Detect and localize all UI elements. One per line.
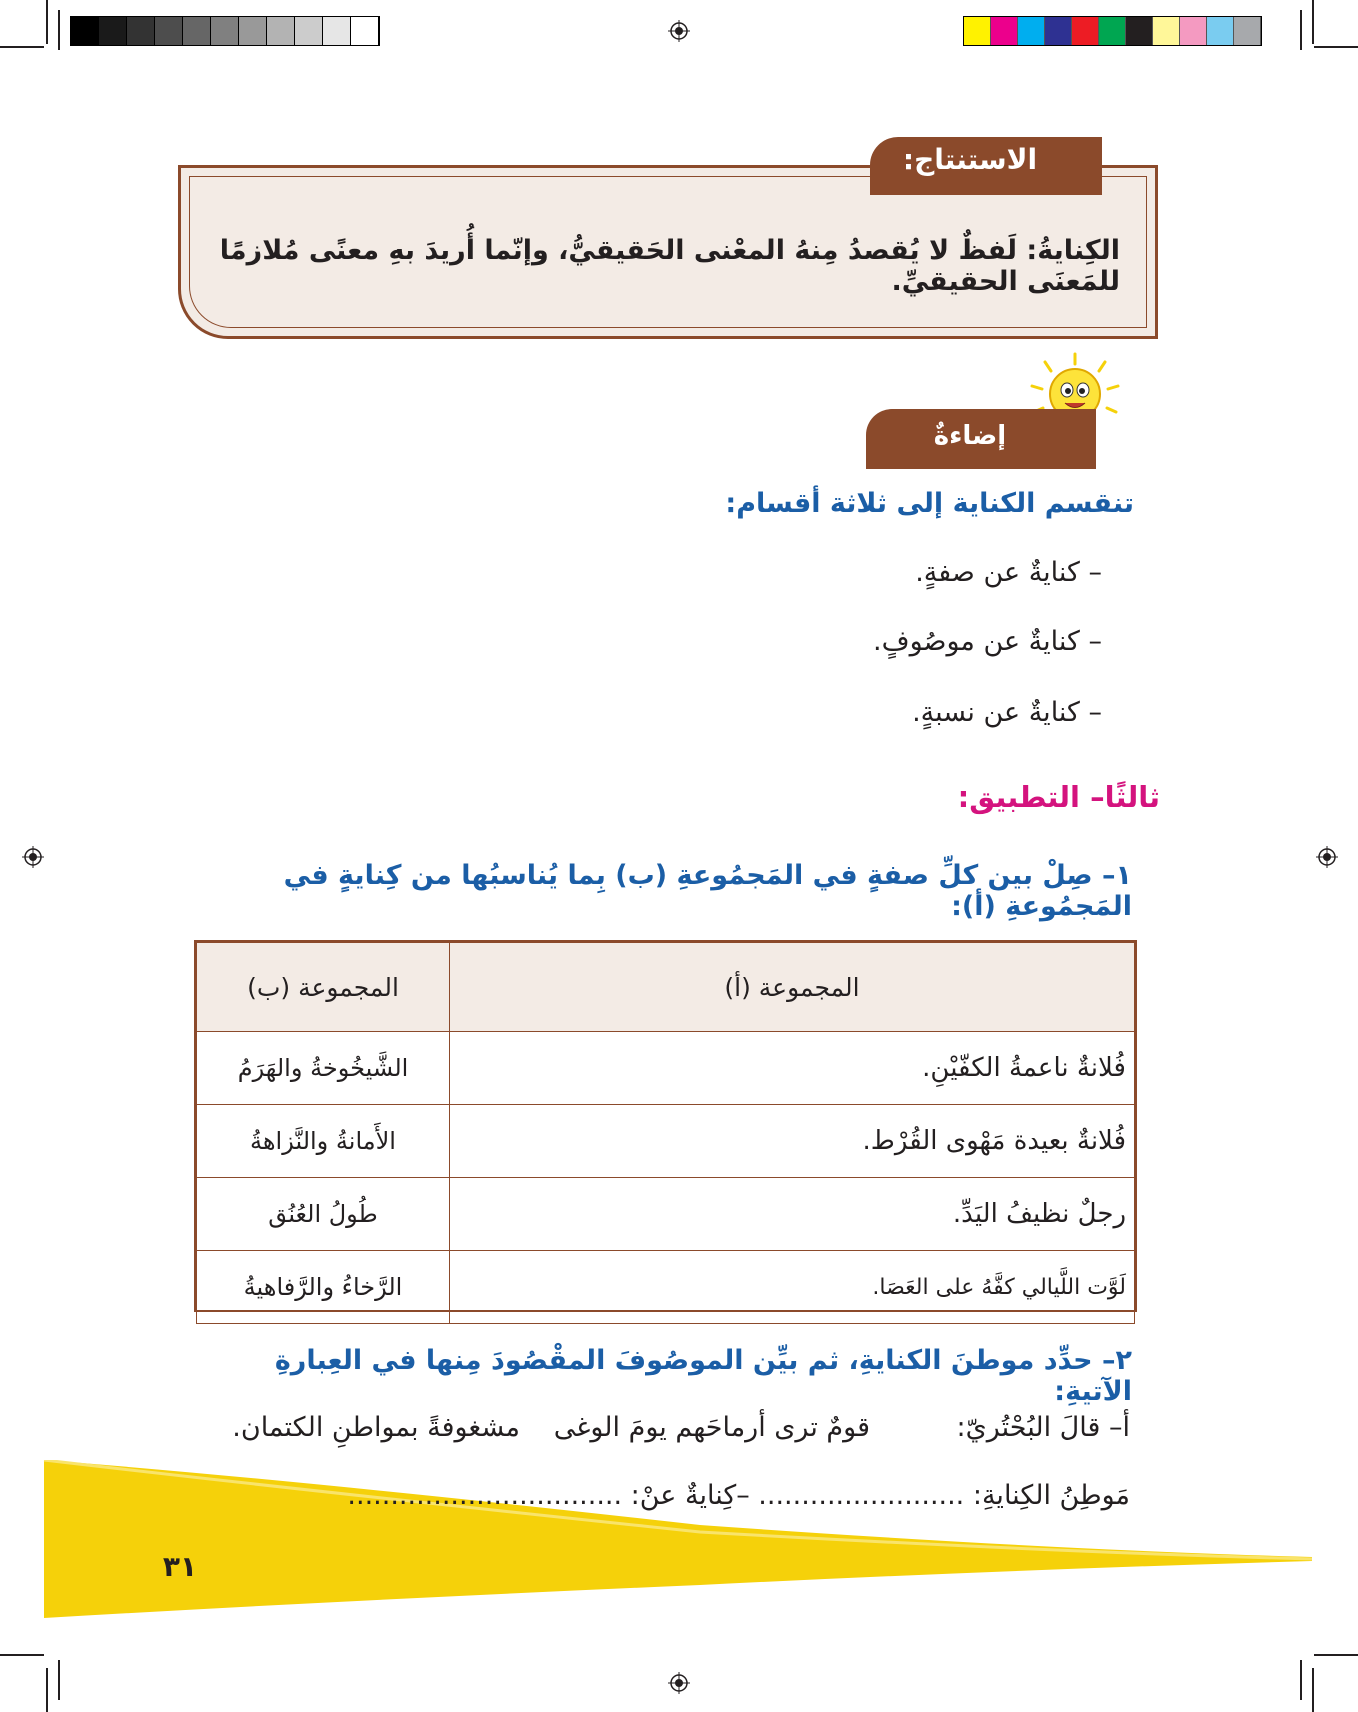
table-cell-b: الأَمانةُ والنَّزاهةُ bbox=[197, 1105, 450, 1178]
crop-mark bbox=[1314, 46, 1358, 48]
crop-mark bbox=[1300, 10, 1302, 50]
table-cell-b: طُولُ العُنُق bbox=[197, 1178, 450, 1251]
table-header-group-b: المجموعة (ب) bbox=[197, 943, 450, 1032]
registration-mark-icon bbox=[668, 1672, 690, 1694]
crop-mark bbox=[0, 1654, 44, 1656]
crop-mark bbox=[58, 10, 60, 50]
table-row bbox=[197, 1251, 1135, 1324]
table-cell-a: رجلٌ نظيفُ اليَدِّ. bbox=[450, 1178, 1135, 1251]
list-item: – كنايةٌ عن صفةٍ. bbox=[915, 557, 1102, 588]
crop-mark bbox=[1312, 0, 1314, 44]
registration-mark-icon bbox=[668, 20, 690, 42]
crop-mark bbox=[58, 1660, 60, 1700]
section-title: ثالثًا– التطبيق: bbox=[957, 780, 1160, 814]
illumination-intro: تنقسم الكناية إلى ثلاثة أقسام: bbox=[725, 488, 1134, 519]
grayscale-bar bbox=[70, 16, 380, 46]
table-row bbox=[197, 1178, 1135, 1251]
crop-mark bbox=[1312, 1668, 1314, 1712]
color-bar bbox=[963, 16, 1262, 46]
table-cell-a: فُلانةٌ بعيدة مَهْوى القُرْط. bbox=[450, 1105, 1135, 1178]
crop-mark bbox=[0, 46, 44, 48]
verse-label: أ– قالَ البُحْتُريّ: bbox=[956, 1412, 1130, 1443]
page-number: ٣١ bbox=[162, 1550, 198, 1583]
matching-table bbox=[194, 940, 1137, 1312]
registration-mark-icon bbox=[22, 846, 44, 868]
crop-mark bbox=[1300, 1660, 1302, 1700]
question-1: ١– صِلْ بين كلِّ صفةٍ في المَجمُوعةِ (ب) بِما يُناسبُها من كِنايةٍ في المَجمُوعةِ (أ): bbox=[283, 860, 1132, 922]
table-row bbox=[197, 1105, 1135, 1178]
verse-second-hemistich: مشغوفةً بمواطنِ الكتمان. bbox=[232, 1412, 520, 1443]
verse-first-hemistich: قومٌ ترى أرماحَهم يومَ الوغى bbox=[553, 1412, 870, 1443]
conclusion-text: الكِنايةُ: لَفظٌ لا يُقصدُ مِنهُ المعْنى الحَقيقيُّ، وإنّما أُريدَ بهِ معنًى مُلازمًا للمَعنَى الحقيقيِّ. bbox=[219, 235, 1120, 297]
crop-mark bbox=[46, 0, 48, 44]
table-header-row bbox=[197, 943, 1135, 1032]
crop-mark bbox=[1314, 1654, 1358, 1656]
table-cell-a: لَوَّت اللَّيالي كفَّهُ على العَصَا. bbox=[450, 1251, 1135, 1324]
crop-mark bbox=[46, 1668, 48, 1712]
conclusion-title: الاستنتاج: bbox=[902, 143, 1038, 176]
answer-line: مَوطِنُ الكِنايةِ: ........................ –كِنايةٌ عنْ: ................................ bbox=[347, 1480, 1130, 1511]
table-cell-a: فُلانةٌ ناعمةُ الكفّيْنِ. bbox=[450, 1032, 1135, 1105]
table-cell-b: الرَّخاءُ والرَّفاهيةُ bbox=[197, 1251, 450, 1324]
table-cell-b: الشَّيخُوخةُ والهَرَمُ bbox=[197, 1032, 450, 1105]
table-header-group-a: المجموعة (أ) bbox=[450, 943, 1135, 1032]
question-2: ٢– حدِّد موطنَ الكنايةِ، ثم بيِّن الموصُوفَ المقْصُودَ مِنها في العِبارةِ الآتيةِ: bbox=[274, 1345, 1132, 1407]
list-item: – كنايةٌ عن نسبةٍ. bbox=[912, 697, 1102, 728]
table-row bbox=[197, 1032, 1135, 1105]
illumination-title: إضاءةٌ bbox=[933, 421, 1007, 451]
list-item: – كنايةٌ عن موصُوفٍ. bbox=[873, 626, 1102, 657]
registration-mark-icon bbox=[1316, 846, 1338, 868]
